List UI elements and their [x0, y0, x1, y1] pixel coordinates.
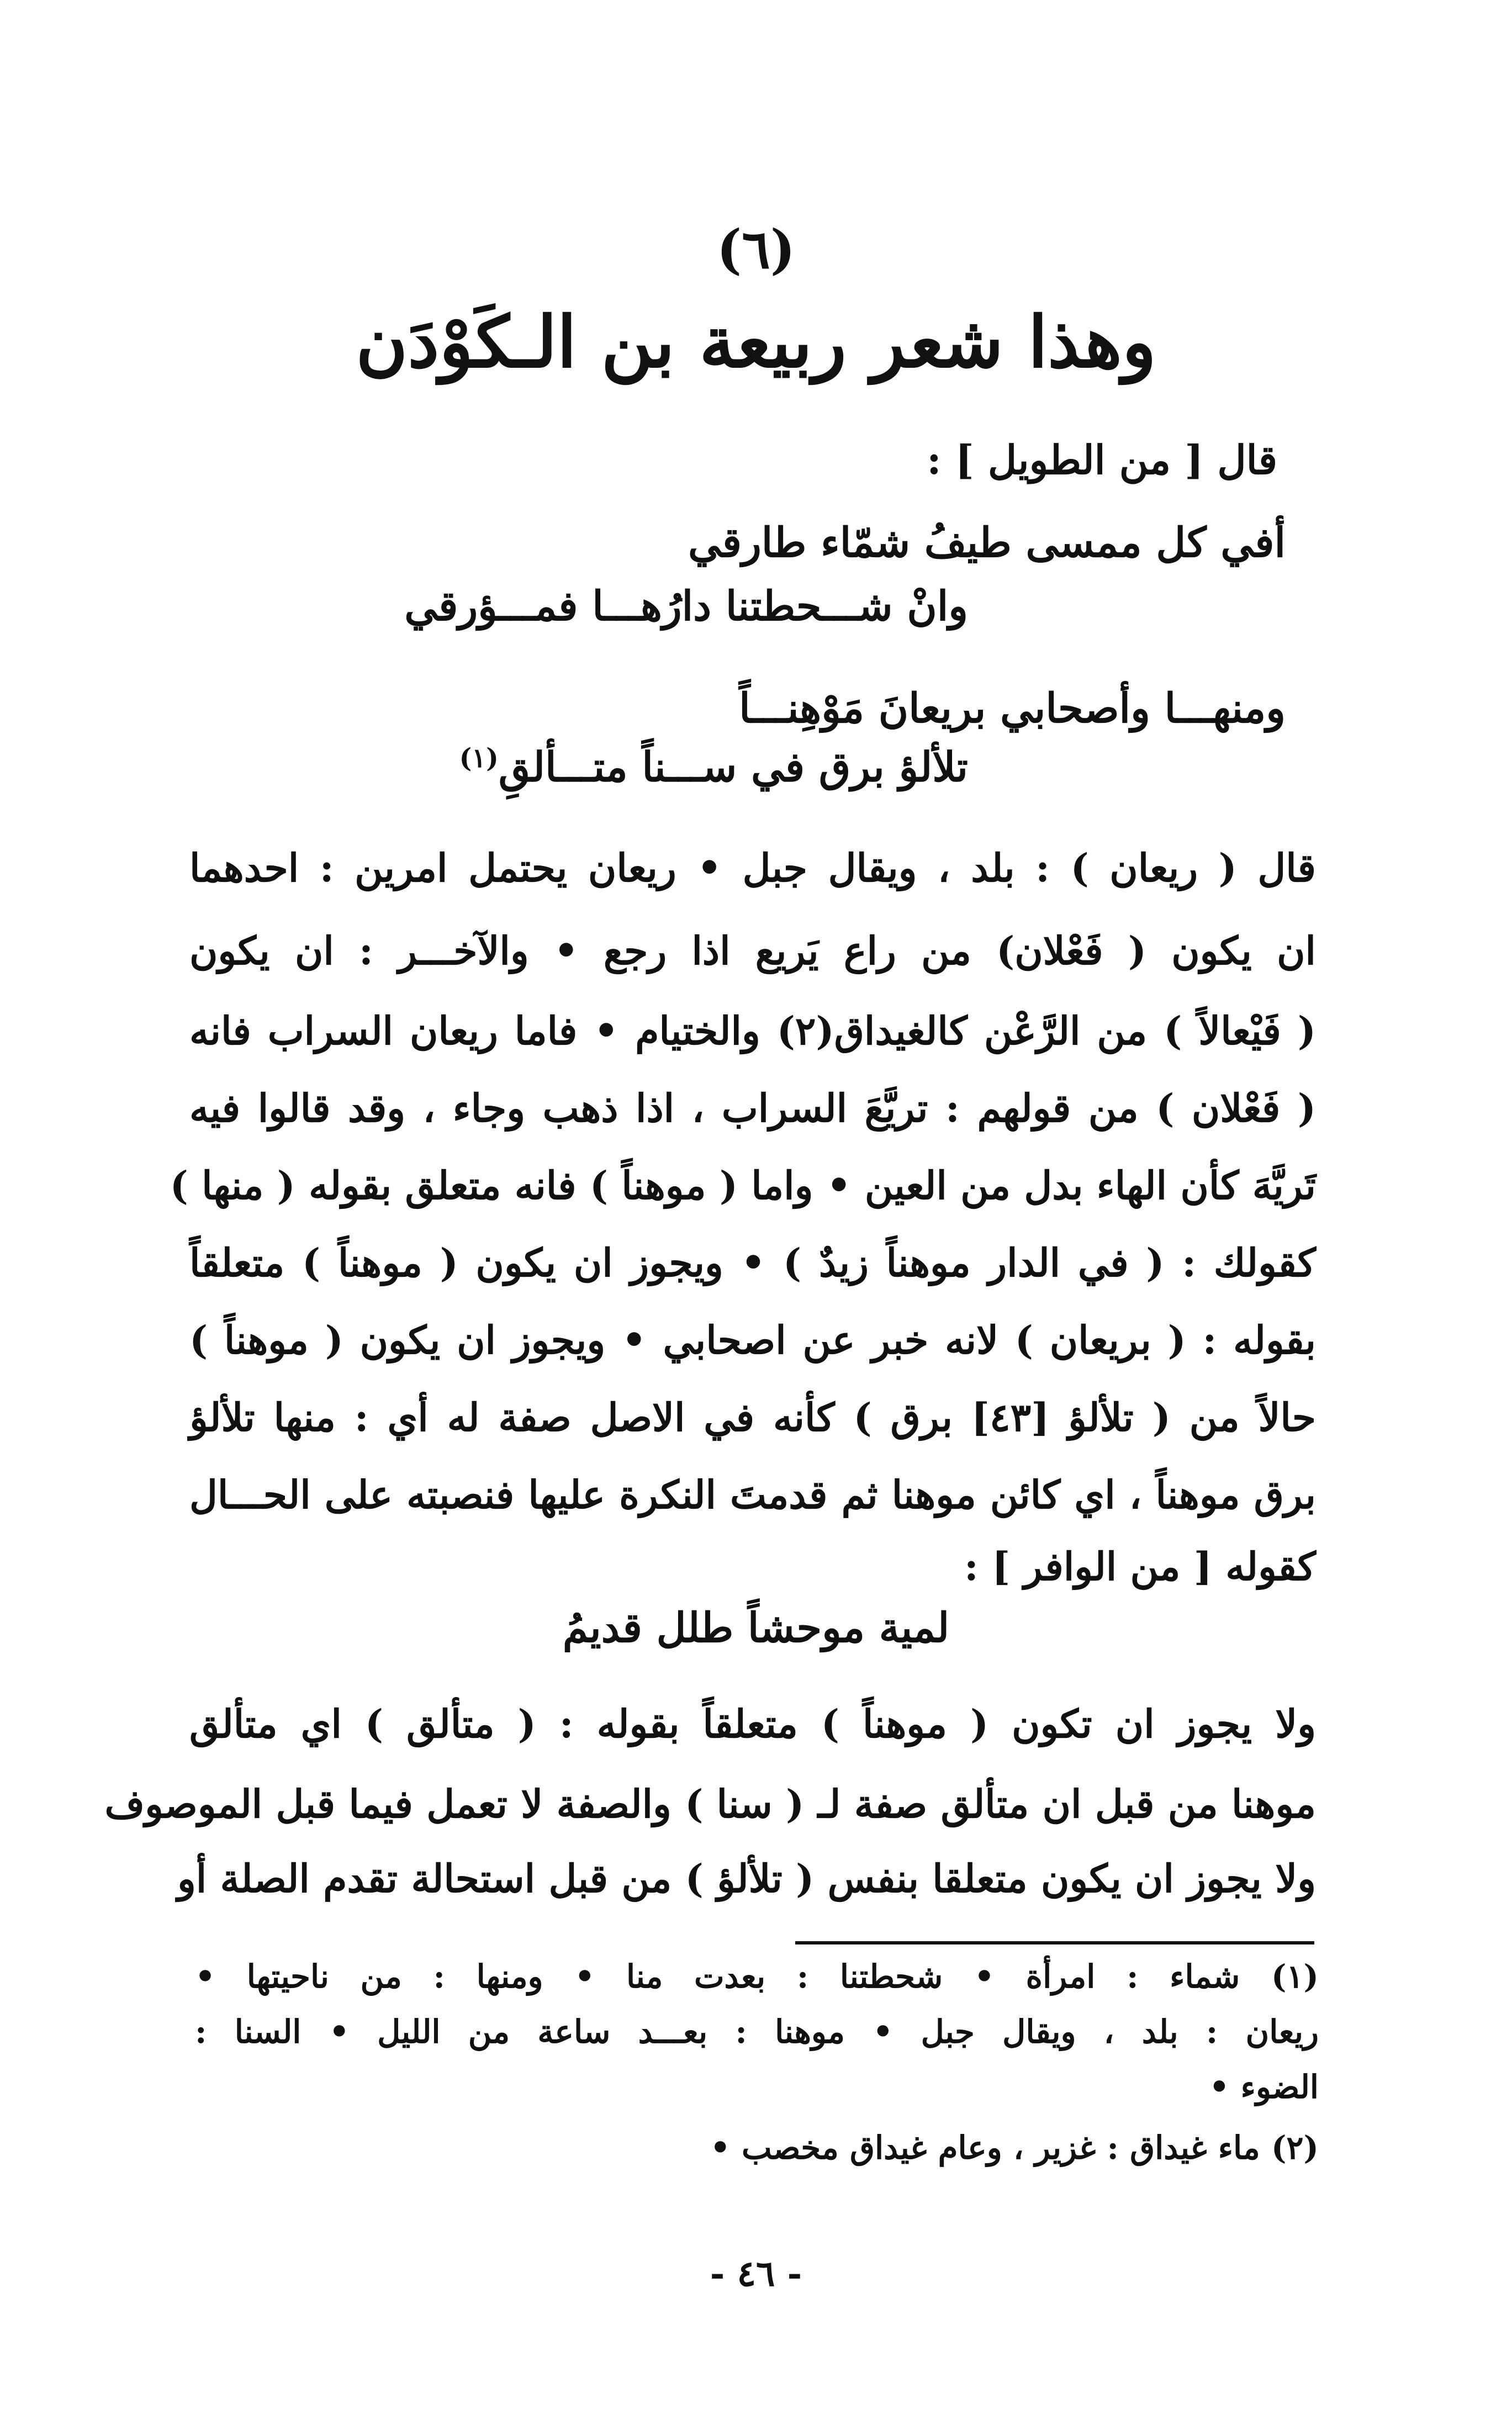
page-title: وهذا شعر ربيعة بن الـكَوْدَن — [356, 301, 1156, 384]
prose-line: بقوله : ( بريعان ) لانه خبر عن اصحابي • ويجوز ان يكون ( موهناً ) — [189, 1317, 1316, 1363]
verse-1-first-hemistich: أفي كل ممسى طيفُ شمّاء طارقي — [688, 519, 1286, 567]
prose-line: حالاً من ( تلألؤ [٤٣] برق ) كأنه في الاصل صفة له أي : منها تلألؤ — [189, 1394, 1316, 1440]
prose-line: موهنا من قبل ان متألق صفة لـ ( سنا ) والصفة لا تعمل فيما قبل الموصوف — [104, 1781, 1316, 1827]
verse-2-second-hemistich — [459, 743, 968, 791]
prose-line: ان يكون ( فَعْلان) من راع يَريع اذا رجع • والآخـــر : ان يكون — [189, 928, 1316, 974]
prose-line: قال ( ريعان ) : بلد ، ويقال جبل • ريعان يحتمل امرين : احدهما — [189, 845, 1316, 891]
intro-line: قال [ من الطويل ] : — [927, 436, 1277, 483]
footnote-line: الضوء • — [1209, 2068, 1319, 2106]
prose-line: ولا يجوز ان تكون ( موهناً ) متعلقاً بقوله : ( متألق ) اي متألق — [189, 1701, 1316, 1747]
prose-line: ولا يجوز ان يكون متعلقا بنفس ( تلألؤ ) من قبل استحالة تقدم الصلة أو — [177, 1856, 1316, 1901]
verse-text: تلألؤ برق في ســـناً متـــألقِ — [498, 743, 968, 791]
section-number: (٦) — [716, 218, 796, 281]
footnote-line: (١) شماء : امرأة • شحطتنا : بعدت منا • ومنها : من ناحيتها • — [195, 1958, 1319, 1995]
page-number: - ٤٦ - — [710, 2253, 802, 2295]
prose-line: ( فَعْلان ) من قولهم : تريَّعَ السراب ، اذا ذهب وجاء ، وقد قالوا فيه — [189, 1085, 1316, 1131]
footnote-line: (٢) ماء غيداق : غزير ، وعام غيداق مخصب • — [710, 2129, 1319, 2166]
footnote-marker: (١) — [459, 743, 499, 774]
quoted-verse: لمية موحشاً طلل قديمُ — [562, 1604, 950, 1652]
prose-line: برق موهناً ، اي كائن موهنا ثم قدمتَ النكرة عليها فنصبته على الحـــال — [189, 1472, 1316, 1518]
prose-line: تَريَّهَ كأن الهاء بدل من العين • واما ( موهناً ) فانه متعلق بقوله ( منها ) — [170, 1162, 1316, 1208]
verse-1-second-hemistich: وانْ شـــحطتنا دارُهـــا فمـــؤرقي — [404, 583, 968, 630]
footnote-divider — [795, 1941, 1314, 1944]
prose-line: ( فَيْعالاً ) من الرَّعْن كالغيداق(٢) والختيام • فاما ريعان السراب فانه — [189, 1008, 1316, 1054]
footnote-line: ريعان : بلد ، ويقال جبل • موهنا : بعـــد ساعة من الليل • السنا : — [195, 2013, 1319, 2051]
verse-2-first-hemistich: ومنهـــا وأصحابي بريعانَ مَوْهِنـــاً — [739, 685, 1286, 732]
prose-line: كقولك : ( في الدار موهناً زيدٌ ) • ويجوز ان يكون ( موهناً ) متعلقاً — [189, 1240, 1316, 1286]
prose-line: كقوله [ من الوافر ] : — [964, 1544, 1316, 1589]
